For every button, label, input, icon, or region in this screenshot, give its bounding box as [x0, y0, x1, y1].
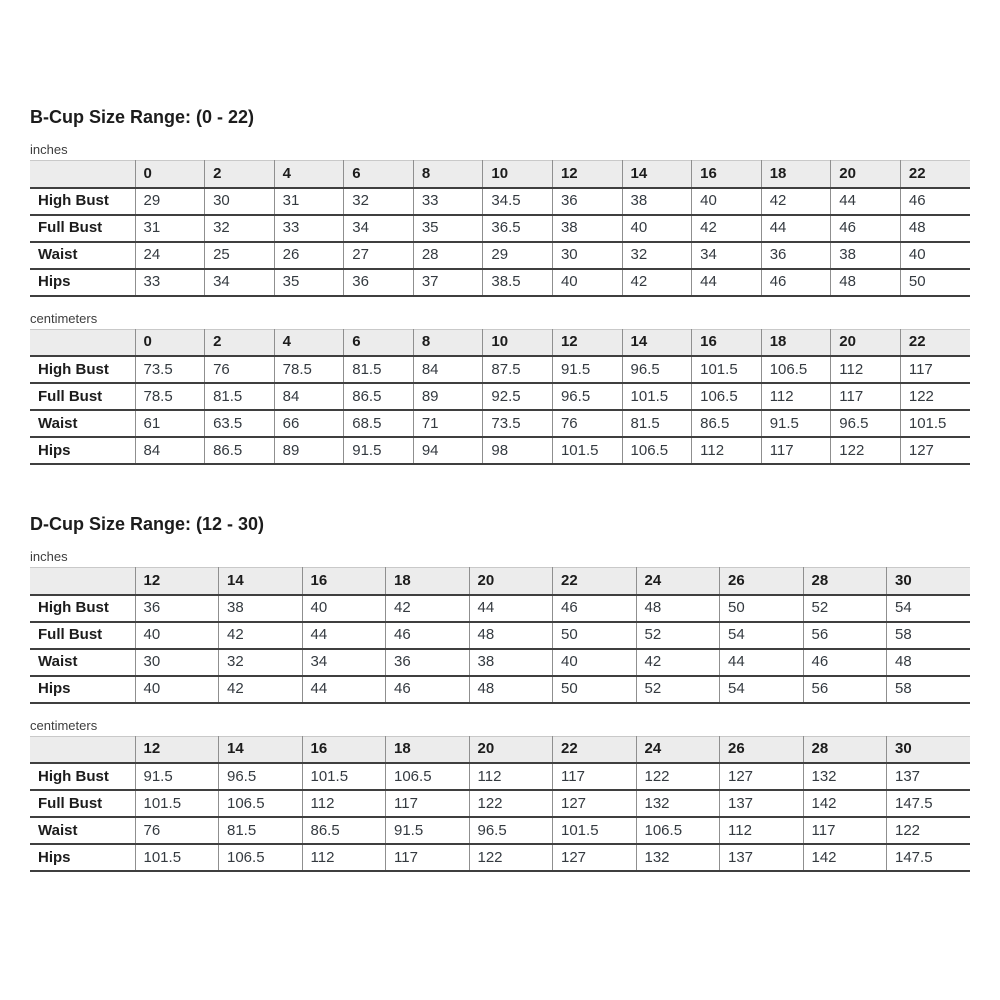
value-cell: 81.5 — [219, 817, 303, 844]
value-cell: 122 — [469, 790, 553, 817]
value-cell: 101.5 — [302, 763, 386, 790]
value-cell: 36 — [386, 649, 470, 676]
size-table — [30, 736, 970, 873]
column-header-cell: 28 — [803, 736, 887, 763]
value-cell: 34 — [302, 649, 386, 676]
value-cell: 46 — [900, 188, 970, 215]
value-cell: 42 — [386, 595, 470, 622]
value-cell: 40 — [692, 188, 762, 215]
row-label-cell: Waist — [30, 410, 135, 437]
value-cell: 122 — [900, 383, 970, 410]
value-cell: 137 — [720, 844, 804, 871]
value-cell: 94 — [413, 437, 483, 464]
value-cell: 112 — [692, 437, 762, 464]
value-cell: 112 — [720, 817, 804, 844]
table-header-row — [30, 736, 970, 763]
value-cell: 32 — [622, 242, 692, 269]
column-header-cell: 18 — [761, 329, 831, 356]
value-cell: 84 — [413, 356, 483, 383]
value-cell: 91.5 — [761, 410, 831, 437]
table-row — [30, 649, 970, 676]
table-row — [30, 844, 970, 871]
column-header-cell: 28 — [803, 568, 887, 595]
value-cell: 78.5 — [135, 383, 205, 410]
value-cell: 91.5 — [386, 817, 470, 844]
value-cell: 61 — [135, 410, 205, 437]
value-cell: 36 — [552, 188, 622, 215]
row-label-cell: Waist — [30, 817, 135, 844]
value-cell: 31 — [274, 188, 344, 215]
table-row — [30, 356, 970, 383]
value-cell: 48 — [831, 269, 901, 296]
value-cell: 117 — [386, 790, 470, 817]
column-header-cell: 22 — [553, 568, 637, 595]
column-header-cell: 6 — [344, 329, 414, 356]
value-cell: 137 — [887, 763, 971, 790]
value-cell: 101.5 — [135, 790, 219, 817]
value-cell: 117 — [386, 844, 470, 871]
row-label-cell: Hips — [30, 269, 135, 296]
value-cell: 127 — [900, 437, 970, 464]
value-cell: 122 — [469, 844, 553, 871]
value-cell: 46 — [831, 215, 901, 242]
value-cell: 40 — [622, 215, 692, 242]
value-cell: 142 — [803, 790, 887, 817]
value-cell: 46 — [386, 622, 470, 649]
value-cell: 44 — [469, 595, 553, 622]
value-cell: 29 — [135, 188, 205, 215]
column-header-cell: 18 — [386, 568, 470, 595]
value-cell: 31 — [135, 215, 205, 242]
value-cell: 40 — [135, 676, 219, 703]
column-header-cell: 22 — [900, 329, 970, 356]
value-cell: 42 — [761, 188, 831, 215]
value-cell: 52 — [636, 676, 720, 703]
value-cell: 66 — [274, 410, 344, 437]
value-cell: 52 — [803, 595, 887, 622]
value-cell: 112 — [831, 356, 901, 383]
column-header-cell: 20 — [469, 736, 553, 763]
value-cell: 101.5 — [553, 817, 637, 844]
row-label-cell: Waist — [30, 649, 135, 676]
row-label-cell: Full Bust — [30, 383, 135, 410]
column-header-cell: 2 — [205, 329, 275, 356]
value-cell: 73.5 — [135, 356, 205, 383]
value-cell: 101.5 — [692, 356, 762, 383]
value-cell: 63.5 — [205, 410, 275, 437]
size-table — [30, 329, 970, 466]
value-cell: 101.5 — [552, 437, 622, 464]
value-cell: 147.5 — [887, 844, 971, 871]
value-cell: 101.5 — [900, 410, 970, 437]
column-header-cell: 22 — [553, 736, 637, 763]
value-cell: 117 — [831, 383, 901, 410]
value-cell: 40 — [552, 269, 622, 296]
table-row — [30, 817, 970, 844]
value-cell: 76 — [552, 410, 622, 437]
column-header-cell: 14 — [622, 329, 692, 356]
value-cell: 38 — [469, 649, 553, 676]
value-cell: 30 — [205, 188, 275, 215]
column-header-cell: 12 — [135, 568, 219, 595]
value-cell: 127 — [553, 790, 637, 817]
value-cell: 84 — [274, 383, 344, 410]
value-cell: 71 — [413, 410, 483, 437]
value-cell: 87.5 — [483, 356, 553, 383]
value-cell: 36 — [344, 269, 414, 296]
value-cell: 54 — [720, 676, 804, 703]
value-cell: 35 — [413, 215, 483, 242]
value-cell: 33 — [135, 269, 205, 296]
value-cell: 46 — [803, 649, 887, 676]
value-cell: 89 — [413, 383, 483, 410]
size-range-section — [30, 513, 970, 872]
value-cell: 92.5 — [483, 383, 553, 410]
value-cell: 58 — [887, 622, 971, 649]
value-cell: 78.5 — [274, 356, 344, 383]
column-header-cell: 10 — [483, 161, 553, 188]
value-cell: 48 — [469, 622, 553, 649]
column-header-cell: 0 — [135, 161, 205, 188]
value-cell: 73.5 — [483, 410, 553, 437]
column-header-cell: 14 — [219, 568, 303, 595]
value-cell: 56 — [803, 676, 887, 703]
value-cell: 98 — [483, 437, 553, 464]
unit-label: inches — [30, 549, 68, 564]
value-cell: 36 — [135, 595, 219, 622]
row-label-cell: Hips — [30, 676, 135, 703]
value-cell: 96.5 — [831, 410, 901, 437]
value-cell: 132 — [636, 790, 720, 817]
value-cell: 56 — [803, 622, 887, 649]
value-cell: 28 — [413, 242, 483, 269]
value-cell: 48 — [469, 676, 553, 703]
value-cell: 27 — [344, 242, 414, 269]
value-cell: 38 — [622, 188, 692, 215]
value-cell: 50 — [553, 622, 637, 649]
table-row — [30, 595, 970, 622]
column-header-cell: 20 — [469, 568, 553, 595]
value-cell: 91.5 — [552, 356, 622, 383]
value-cell: 91.5 — [135, 763, 219, 790]
table-header-row — [30, 568, 970, 595]
value-cell: 44 — [720, 649, 804, 676]
value-cell: 86.5 — [344, 383, 414, 410]
value-cell: 91.5 — [344, 437, 414, 464]
table-row — [30, 269, 970, 296]
column-header-cell: 24 — [636, 736, 720, 763]
value-cell: 96.5 — [219, 763, 303, 790]
value-cell: 86.5 — [205, 437, 275, 464]
value-cell: 32 — [205, 215, 275, 242]
table-row — [30, 437, 970, 464]
table-row — [30, 790, 970, 817]
column-header-cell: 30 — [887, 736, 971, 763]
value-cell: 112 — [469, 763, 553, 790]
value-cell: 38 — [831, 242, 901, 269]
column-header-cell: 14 — [622, 161, 692, 188]
value-cell: 106.5 — [761, 356, 831, 383]
value-cell: 96.5 — [622, 356, 692, 383]
value-cell: 33 — [274, 215, 344, 242]
value-cell: 26 — [274, 242, 344, 269]
value-cell: 106.5 — [636, 817, 720, 844]
value-cell: 48 — [900, 215, 970, 242]
column-header-cell: 8 — [413, 329, 483, 356]
value-cell: 81.5 — [205, 383, 275, 410]
value-cell: 42 — [692, 215, 762, 242]
value-cell: 122 — [636, 763, 720, 790]
value-cell: 25 — [205, 242, 275, 269]
row-label-cell: Full Bust — [30, 622, 135, 649]
value-cell: 36 — [761, 242, 831, 269]
value-cell: 101.5 — [135, 844, 219, 871]
column-header-cell: 4 — [274, 329, 344, 356]
value-cell: 44 — [761, 215, 831, 242]
table-header-row — [30, 161, 970, 188]
value-cell: 42 — [219, 676, 303, 703]
column-header-cell: 18 — [386, 736, 470, 763]
size-table — [30, 567, 970, 704]
column-header-cell: 24 — [636, 568, 720, 595]
row-label-cell: Full Bust — [30, 215, 135, 242]
value-cell: 40 — [135, 622, 219, 649]
row-label-cell: Hips — [30, 844, 135, 871]
table-row — [30, 242, 970, 269]
column-header-cell: 10 — [483, 329, 553, 356]
value-cell: 84 — [135, 437, 205, 464]
table-row — [30, 410, 970, 437]
value-cell: 106.5 — [219, 790, 303, 817]
column-header-cell: 18 — [761, 161, 831, 188]
value-cell: 38.5 — [483, 269, 553, 296]
value-cell: 44 — [692, 269, 762, 296]
table-row — [30, 676, 970, 703]
value-cell: 52 — [636, 622, 720, 649]
value-cell: 112 — [761, 383, 831, 410]
value-cell: 40 — [553, 649, 637, 676]
value-cell: 117 — [803, 817, 887, 844]
row-label-cell: High Bust — [30, 356, 135, 383]
value-cell: 137 — [720, 790, 804, 817]
value-cell: 32 — [344, 188, 414, 215]
unit-label: centimeters — [30, 310, 98, 326]
column-header-cell: 0 — [135, 329, 205, 356]
row-label-cell: High Bust — [30, 188, 135, 215]
value-cell: 122 — [887, 817, 971, 844]
corner-cell — [30, 329, 135, 356]
value-cell: 86.5 — [692, 410, 762, 437]
column-header-cell: 14 — [219, 736, 303, 763]
section-title: B-Cup Size Range: (0 - 22) — [30, 107, 255, 127]
value-cell: 54 — [720, 622, 804, 649]
value-cell: 35 — [274, 269, 344, 296]
value-cell: 48 — [636, 595, 720, 622]
value-cell: 54 — [887, 595, 971, 622]
value-cell: 117 — [900, 356, 970, 383]
row-label-cell: High Bust — [30, 595, 135, 622]
value-cell: 106.5 — [692, 383, 762, 410]
column-header-cell: 8 — [413, 161, 483, 188]
value-cell: 46 — [386, 676, 470, 703]
value-cell: 58 — [887, 676, 971, 703]
value-cell: 127 — [553, 844, 637, 871]
value-cell: 42 — [219, 622, 303, 649]
value-cell: 106.5 — [219, 844, 303, 871]
column-header-cell: 16 — [302, 568, 386, 595]
value-cell: 106.5 — [622, 437, 692, 464]
unit-label: centimeters — [30, 717, 98, 733]
value-cell: 46 — [553, 595, 637, 622]
row-label-cell: Hips — [30, 437, 135, 464]
value-cell: 46 — [761, 269, 831, 296]
value-cell: 42 — [636, 649, 720, 676]
table-row — [30, 763, 970, 790]
value-cell: 76 — [135, 817, 219, 844]
value-cell: 96.5 — [469, 817, 553, 844]
value-cell: 127 — [720, 763, 804, 790]
value-cell: 147.5 — [887, 790, 971, 817]
row-label-cell: Full Bust — [30, 790, 135, 817]
value-cell: 68.5 — [344, 410, 414, 437]
value-cell: 132 — [636, 844, 720, 871]
size-range-section — [30, 106, 970, 465]
column-header-cell: 4 — [274, 161, 344, 188]
column-header-cell: 16 — [302, 736, 386, 763]
table-header-row — [30, 329, 970, 356]
value-cell: 44 — [831, 188, 901, 215]
value-cell: 76 — [205, 356, 275, 383]
value-cell: 37 — [413, 269, 483, 296]
table-row — [30, 383, 970, 410]
value-cell: 34.5 — [483, 188, 553, 215]
value-cell: 50 — [720, 595, 804, 622]
column-header-cell: 20 — [831, 161, 901, 188]
size-table — [30, 160, 970, 297]
column-header-cell: 2 — [205, 161, 275, 188]
value-cell: 112 — [302, 844, 386, 871]
unit-label: inches — [30, 142, 68, 157]
value-cell: 38 — [219, 595, 303, 622]
value-cell: 122 — [831, 437, 901, 464]
value-cell: 24 — [135, 242, 205, 269]
column-header-cell: 12 — [135, 736, 219, 763]
column-header-cell: 16 — [692, 161, 762, 188]
value-cell: 40 — [900, 242, 970, 269]
corner-cell — [30, 161, 135, 188]
column-header-cell: 12 — [552, 329, 622, 356]
row-label-cell: Waist — [30, 242, 135, 269]
table-row — [30, 622, 970, 649]
value-cell: 106.5 — [386, 763, 470, 790]
value-cell: 50 — [900, 269, 970, 296]
column-header-cell: 20 — [831, 329, 901, 356]
column-header-cell: 26 — [720, 736, 804, 763]
column-header-cell: 26 — [720, 568, 804, 595]
value-cell: 101.5 — [622, 383, 692, 410]
value-cell: 112 — [302, 790, 386, 817]
corner-cell — [30, 736, 135, 763]
value-cell: 33 — [413, 188, 483, 215]
value-cell: 96.5 — [552, 383, 622, 410]
column-header-cell: 12 — [552, 161, 622, 188]
content — [30, 106, 970, 872]
column-header-cell: 16 — [692, 329, 762, 356]
value-cell: 89 — [274, 437, 344, 464]
value-cell: 32 — [219, 649, 303, 676]
value-cell: 117 — [761, 437, 831, 464]
value-cell: 29 — [483, 242, 553, 269]
section-title: D-Cup Size Range: (12 - 30) — [30, 514, 265, 534]
value-cell: 30 — [552, 242, 622, 269]
value-cell: 42 — [622, 269, 692, 296]
table-row — [30, 188, 970, 215]
value-cell: 34 — [344, 215, 414, 242]
table-row — [30, 215, 970, 242]
value-cell: 81.5 — [622, 410, 692, 437]
value-cell: 44 — [302, 676, 386, 703]
value-cell: 142 — [803, 844, 887, 871]
value-cell: 50 — [553, 676, 637, 703]
value-cell: 34 — [205, 269, 275, 296]
value-cell: 86.5 — [302, 817, 386, 844]
column-header-cell: 30 — [887, 568, 971, 595]
value-cell: 117 — [553, 763, 637, 790]
corner-cell — [30, 568, 135, 595]
value-cell: 30 — [135, 649, 219, 676]
value-cell: 132 — [803, 763, 887, 790]
row-label-cell: High Bust — [30, 763, 135, 790]
column-header-cell: 6 — [344, 161, 414, 188]
value-cell: 36.5 — [483, 215, 553, 242]
value-cell: 48 — [887, 649, 971, 676]
value-cell: 34 — [692, 242, 762, 269]
value-cell: 44 — [302, 622, 386, 649]
value-cell: 40 — [302, 595, 386, 622]
column-header-cell: 22 — [900, 161, 970, 188]
value-cell: 38 — [552, 215, 622, 242]
value-cell: 81.5 — [344, 356, 414, 383]
